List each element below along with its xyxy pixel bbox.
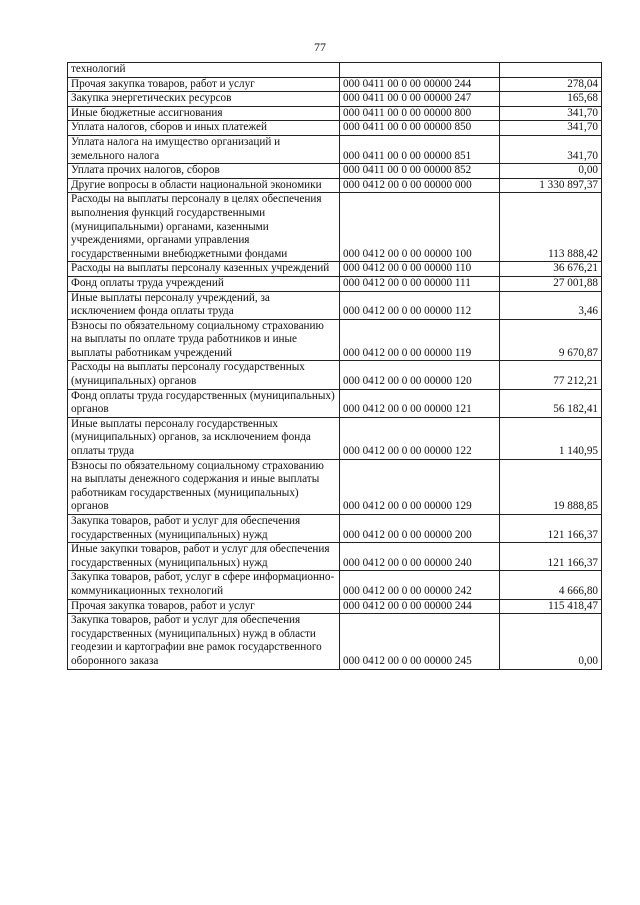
row-code-cell: 000 0412 00 0 00 00000 129: [340, 459, 500, 514]
row-code-cell: 000 0412 00 0 00 00000 240: [340, 543, 500, 571]
table-row: [68, 63, 602, 78]
table-row: [68, 459, 602, 514]
table-row: [68, 319, 602, 361]
row-amount-cell: 4 666,80: [500, 571, 602, 599]
row-amount-cell: 121 166,37: [500, 543, 602, 571]
row-name-cell: Уплата налога на имущество организаций и земельного налога: [68, 135, 340, 163]
row-amount-cell: 0,00: [500, 164, 602, 179]
row-code-cell: 000 0411 00 0 00 00000 852: [340, 164, 500, 179]
row-amount-cell: 121 166,37: [500, 515, 602, 543]
row-code-cell: 000 0412 00 0 00 00000 245: [340, 614, 500, 669]
table-row: [68, 614, 602, 669]
row-name-cell: Прочая закупка товаров, работ и услуг: [68, 599, 340, 614]
row-name-cell: Расходы на выплаты персоналу в целях обеспечения выполнения функций государственными (муниципальными) органами, казенными учреждениями, органами управления государственными внебюджетными фондами: [68, 193, 340, 262]
row-code-cell: 000 0412 00 0 00 00000 120: [340, 361, 500, 389]
table-row: [68, 178, 602, 193]
row-code-cell: 000 0412 00 0 00 00000 112: [340, 291, 500, 319]
row-name-cell: Иные выплаты персоналу государственных (муниципальных) органов, за исключением фонда оплаты труда: [68, 417, 340, 459]
row-amount-cell: [500, 63, 602, 78]
row-name-cell: Фонд оплаты труда учреждений: [68, 276, 340, 291]
row-name-cell: Взносы по обязательному социальному страхованию на выплаты денежного содержания и иные выплаты работникам государственных (муниципальных) органов: [68, 459, 340, 514]
row-code-cell: 000 0412 00 0 00 00000 244: [340, 599, 500, 614]
row-amount-cell: 0,00: [500, 614, 602, 669]
table-row: [68, 599, 602, 614]
row-name-cell: технологий: [68, 63, 340, 78]
table-row: [68, 361, 602, 389]
row-code-cell: 000 0412 00 0 00 00000 111: [340, 276, 500, 291]
row-name-cell: Иные бюджетные ассигнования: [68, 106, 340, 121]
row-name-cell: Уплата налогов, сборов и иных платежей: [68, 121, 340, 136]
row-amount-cell: 278,04: [500, 77, 602, 92]
row-amount-cell: 1 330 897,37: [500, 178, 602, 193]
table-row: [68, 417, 602, 459]
row-amount-cell: 56 182,41: [500, 389, 602, 417]
table-row: [68, 164, 602, 179]
table-row: [68, 193, 602, 262]
row-code-cell: [340, 63, 500, 78]
table-row: [68, 135, 602, 163]
row-code-cell: 000 0411 00 0 00 00000 850: [340, 121, 500, 136]
row-name-cell: Закупка энергетических ресурсов: [68, 92, 340, 107]
table-row: [68, 291, 602, 319]
row-amount-cell: 341,70: [500, 106, 602, 121]
row-code-cell: 000 0412 00 0 00 00000 100: [340, 193, 500, 262]
row-amount-cell: 115 418,47: [500, 599, 602, 614]
row-code-cell: 000 0412 00 0 00 00000 110: [340, 262, 500, 277]
row-name-cell: Другие вопросы в области национальной экономики: [68, 178, 340, 193]
row-name-cell: Закупка товаров, работ, услуг в сфере информационно-коммуникационных технологий: [68, 571, 340, 599]
row-code-cell: 000 0412 00 0 00 00000 200: [340, 515, 500, 543]
row-code-cell: 000 0411 00 0 00 00000 800: [340, 106, 500, 121]
row-name-cell: Закупка товаров, работ и услуг для обеспечения государственных (муниципальных) нужд: [68, 515, 340, 543]
row-amount-cell: 113 888,42: [500, 193, 602, 262]
row-name-cell: Расходы на выплаты персоналу казенных учреждений: [68, 262, 340, 277]
row-code-cell: 000 0412 00 0 00 00000 000: [340, 178, 500, 193]
table-row: [68, 389, 602, 417]
table-row: [68, 77, 602, 92]
row-amount-cell: 3,46: [500, 291, 602, 319]
row-amount-cell: 36 676,21: [500, 262, 602, 277]
table-row: [68, 121, 602, 136]
table-row: [68, 543, 602, 571]
row-name-cell: Иные закупки товаров, работ и услуг для обеспечения государственных (муниципальных) нужд: [68, 543, 340, 571]
row-amount-cell: 9 670,87: [500, 319, 602, 361]
row-code-cell: 000 0411 00 0 00 00000 244: [340, 77, 500, 92]
budget-table: [67, 62, 602, 670]
row-name-cell: Взносы по обязательному социальному страхованию на выплаты по оплате труда работников и иные выплаты работникам учреждений: [68, 319, 340, 361]
row-amount-cell: 165,68: [500, 92, 602, 107]
row-code-cell: 000 0412 00 0 00 00000 122: [340, 417, 500, 459]
row-amount-cell: 341,70: [500, 135, 602, 163]
row-code-cell: 000 0412 00 0 00 00000 242: [340, 571, 500, 599]
row-amount-cell: 19 888,85: [500, 459, 602, 514]
row-amount-cell: 1 140,95: [500, 417, 602, 459]
table-row: [68, 571, 602, 599]
page-number: 77: [314, 40, 326, 54]
row-name-cell: Фонд оплаты труда государственных (муниципальных) органов: [68, 389, 340, 417]
row-name-cell: Прочая закупка товаров, работ и услуг: [68, 77, 340, 92]
row-amount-cell: 27 001,88: [500, 276, 602, 291]
row-amount-cell: 341,70: [500, 121, 602, 136]
table-row: [68, 92, 602, 107]
row-code-cell: 000 0411 00 0 00 00000 851: [340, 135, 500, 163]
row-amount-cell: 77 212,21: [500, 361, 602, 389]
table-row: [68, 106, 602, 121]
table-row: [68, 515, 602, 543]
budget-table-body: [68, 63, 602, 670]
row-name-cell: Иные выплаты персоналу учреждений, за исключением фонда оплаты труда: [68, 291, 340, 319]
row-name-cell: Закупка товаров, работ и услуг для обеспечения государственных (муниципальных) нужд в области геодезии и картографии вне рамок государственного оборонного заказа: [68, 614, 340, 669]
row-code-cell: 000 0412 00 0 00 00000 121: [340, 389, 500, 417]
row-name-cell: Расходы на выплаты персоналу государственных (муниципальных) органов: [68, 361, 340, 389]
row-name-cell: Уплата прочих налогов, сборов: [68, 164, 340, 179]
table-row: [68, 262, 602, 277]
row-code-cell: 000 0411 00 0 00 00000 247: [340, 92, 500, 107]
table-row: [68, 276, 602, 291]
row-code-cell: 000 0412 00 0 00 00000 119: [340, 319, 500, 361]
